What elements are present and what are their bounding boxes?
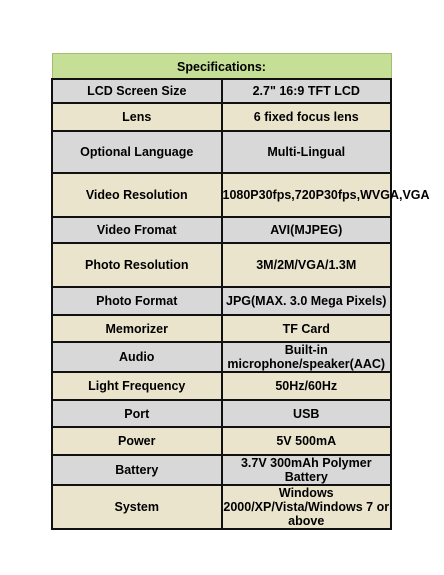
row-value: 6 fixed focus lens xyxy=(222,103,392,131)
row-label: Power xyxy=(52,427,222,455)
table-row xyxy=(52,103,391,131)
row-label: Light Frequency xyxy=(52,372,222,400)
table-row xyxy=(52,287,391,315)
row-value: 5V 500mA xyxy=(222,427,392,455)
row-value: Built-in microphone/speaker(AAC) xyxy=(222,342,392,372)
table-row xyxy=(52,173,391,217)
table-row xyxy=(52,217,391,243)
row-value: AVI(MJPEG) xyxy=(222,217,392,243)
row-value: 2.7" 16:9 TFT LCD xyxy=(222,79,392,103)
row-label: System xyxy=(52,485,222,529)
row-value: Multi-Lingual xyxy=(222,131,392,173)
row-label: Video Fromat xyxy=(52,217,222,243)
row-label: Optional Language xyxy=(52,131,222,173)
table-row xyxy=(52,243,391,287)
row-label: Port xyxy=(52,400,222,427)
specifications-header: Specifications: xyxy=(52,54,391,80)
row-value: Windows 2000/XP/Vista/Windows 7 or above xyxy=(223,486,390,528)
row-label: Video Resolution xyxy=(52,173,222,217)
table-row xyxy=(52,315,391,342)
table-row xyxy=(52,455,391,485)
table-row xyxy=(52,372,391,400)
row-label: LCD Screen Size xyxy=(52,79,222,103)
table-row xyxy=(52,427,391,455)
row-value: 3.7V 300mAh Polymer Battery xyxy=(222,455,392,485)
row-value: JPG(MAX. 3.0 Mega Pixels) xyxy=(222,287,392,315)
row-value: 50Hz/60Hz xyxy=(222,372,392,400)
row-label: Battery xyxy=(52,455,222,485)
row-value: USB xyxy=(222,400,392,427)
specifications-table xyxy=(51,53,430,530)
row-label: Audio xyxy=(52,342,222,372)
row-label: Lens xyxy=(52,103,222,131)
row-label: Photo Format xyxy=(52,287,222,315)
table-row xyxy=(52,485,391,529)
table-row xyxy=(52,342,391,372)
table-row xyxy=(52,400,391,427)
row-value: 3M/2M/VGA/1.3M xyxy=(222,243,392,287)
table-row xyxy=(52,79,391,103)
row-value: TF Card xyxy=(222,315,392,342)
row-value: 1080P30fps,720P30fps,WVGA,VGA xyxy=(222,173,392,217)
row-label: Photo Resolution xyxy=(52,243,222,287)
table-row xyxy=(52,131,391,173)
row-label: Memorizer xyxy=(52,315,222,342)
table-header-row xyxy=(52,54,391,80)
